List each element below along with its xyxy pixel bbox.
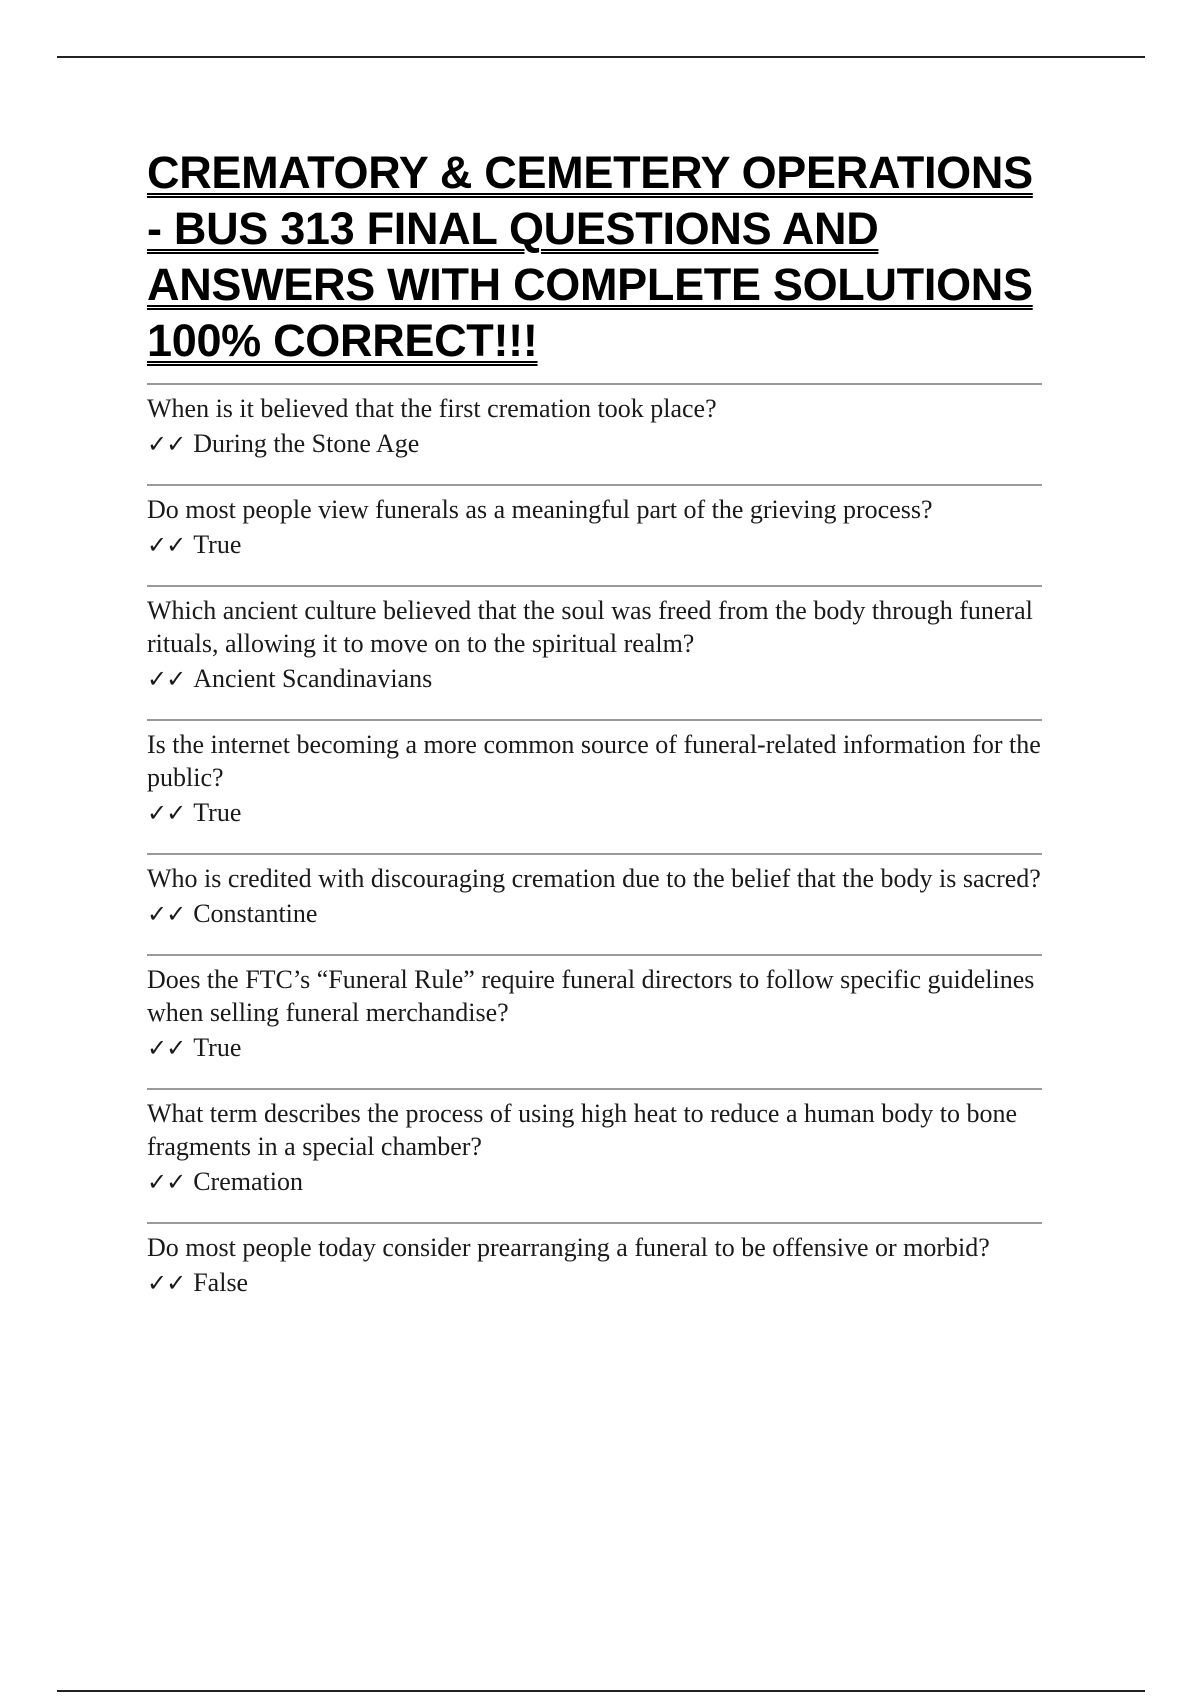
double-check-icon: ✓✓ — [147, 531, 186, 559]
answer-line — [147, 662, 1042, 696]
qa-item — [147, 1222, 1042, 1323]
answer-text: During the Stone Age — [193, 429, 420, 458]
qa-item — [147, 484, 1042, 585]
answer-text: Ancient Scandinavians — [193, 664, 433, 693]
qa-item — [147, 954, 1042, 1088]
question-text: Who is credited with discouraging cremation due to the belief that the body is sacred? — [147, 864, 1041, 893]
question-text: What term describes the process of using high heat to reduce a human body to bone fragments in a special chamber? — [147, 1099, 1018, 1161]
double-check-icon: ✓✓ — [147, 1034, 186, 1062]
page-top-rule — [57, 56, 1145, 58]
double-check-icon: ✓✓ — [147, 900, 186, 928]
qa-item — [147, 585, 1042, 719]
document-title: CREMATORY & CEMETERY OPERATIONS - BUS 313 FINAL QUESTIONS AND ANSWERS WITH COMPLETE SOLUTIONS 100% CORRECT!!! — [147, 147, 1033, 366]
answer-text: False — [193, 1268, 249, 1297]
question-text: When is it believed that the first cremation took place? — [147, 394, 717, 423]
double-check-icon: ✓✓ — [147, 665, 186, 693]
answer-line — [147, 427, 1042, 461]
question-text: Do most people view funerals as a meaningful part of the grieving process? — [147, 495, 933, 524]
answer-text: Constantine — [193, 899, 318, 928]
question-text: Which ancient culture believed that the soul was freed from the body through funeral rituals, allowing it to move on to the spiritual realm? — [147, 596, 1033, 658]
qa-item — [147, 719, 1042, 853]
answer-text: True — [193, 798, 242, 827]
question-text: Does the FTC’s “Funeral Rule” require funeral directors to follow specific guidelines when selling funeral merchandise? — [147, 965, 1035, 1027]
answer-line — [147, 897, 1042, 931]
answer-line — [147, 528, 1042, 562]
answer-line — [147, 1165, 1042, 1199]
double-check-icon: ✓✓ — [147, 430, 186, 458]
answer-line — [147, 1031, 1042, 1065]
answer-text: True — [193, 1033, 242, 1062]
qa-item — [147, 1088, 1042, 1222]
double-check-icon: ✓✓ — [147, 799, 186, 827]
qa-list — [147, 383, 1042, 1323]
answer-text: Cremation — [193, 1167, 303, 1196]
double-check-icon: ✓✓ — [147, 1168, 186, 1196]
page-bottom-rule — [57, 1690, 1145, 1692]
double-check-icon: ✓✓ — [147, 1269, 186, 1297]
answer-line — [147, 796, 1042, 830]
question-text: Do most people today consider prearranging a funeral to be offensive or morbid? — [147, 1233, 990, 1262]
answer-text: True — [193, 530, 242, 559]
qa-item — [147, 853, 1042, 954]
question-text: Is the internet becoming a more common source of funeral-related information for the public? — [147, 730, 1041, 792]
qa-item — [147, 383, 1042, 484]
answer-line — [147, 1266, 1042, 1300]
document-body — [147, 145, 1042, 1323]
